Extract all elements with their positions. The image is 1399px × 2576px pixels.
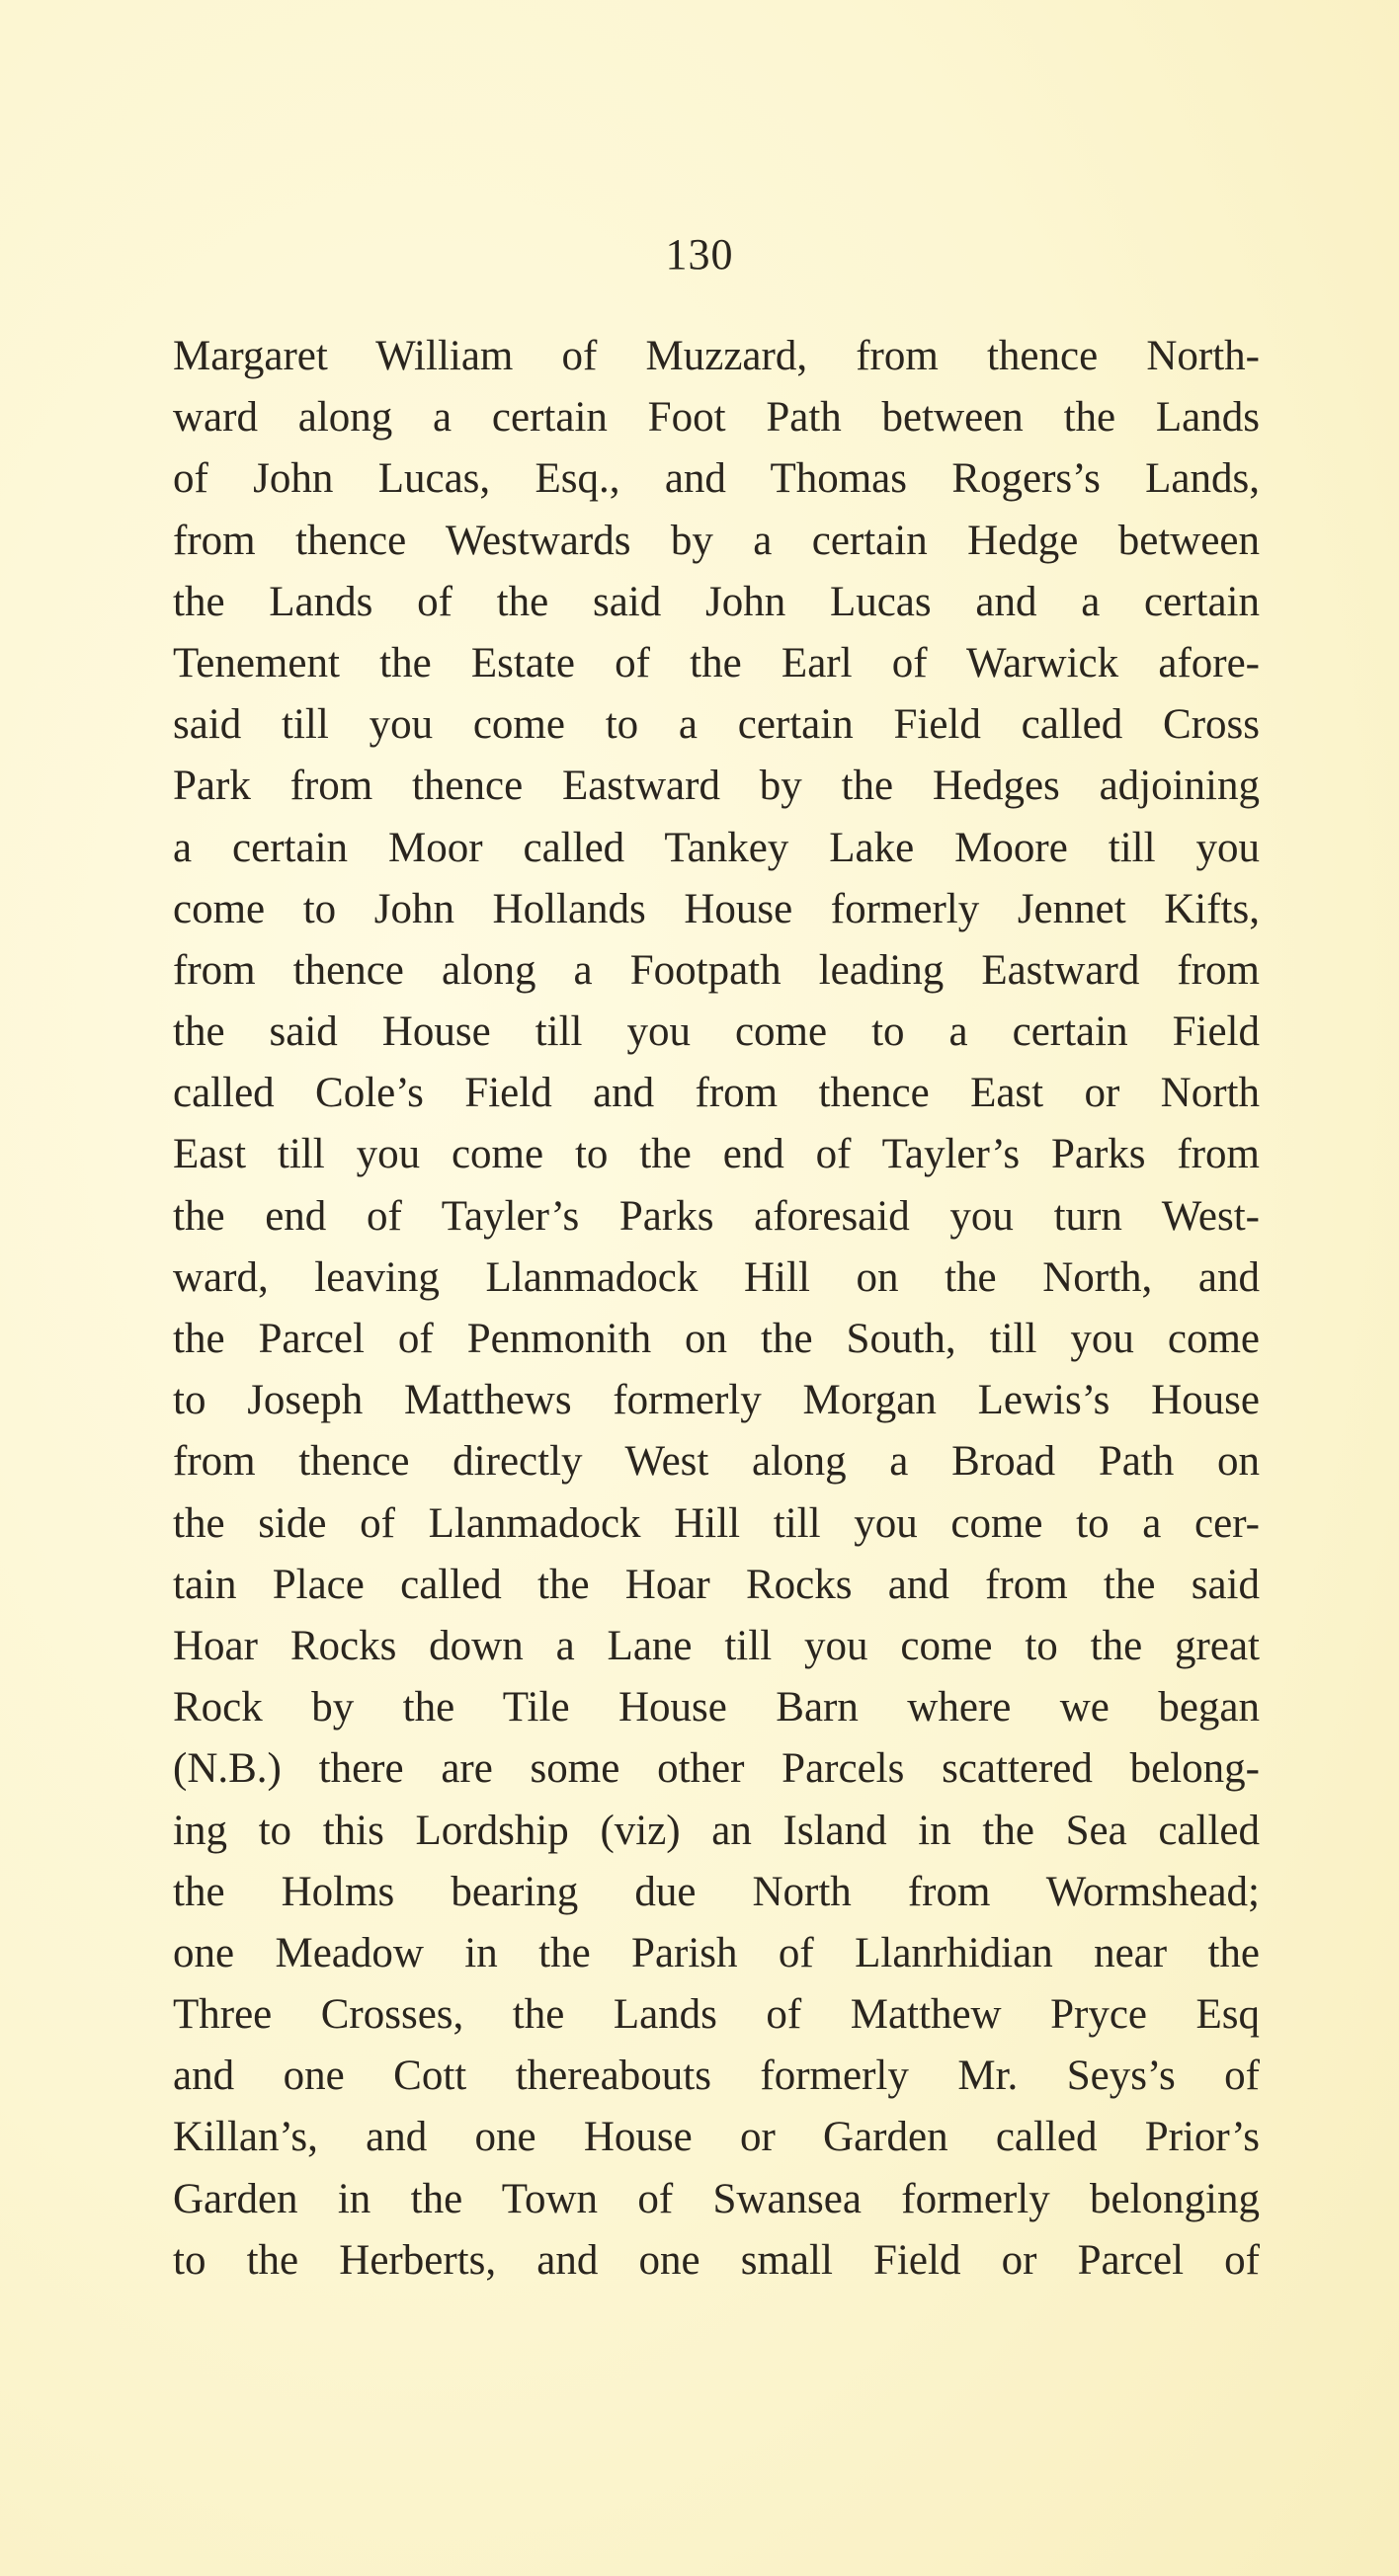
text-line: Garden in the Town of Swansea formerly belonging <box>173 2175 1260 2222</box>
text-line: Killan’s, and one House or Garden called Prior’s <box>173 2114 1260 2161</box>
text-line: ward along a certain Foot Path between the Lands <box>173 394 1260 442</box>
text-line: Tenement the Estate of the Earl of Warwick afore- <box>173 639 1260 686</box>
text-line: Rock by the Tile House Barn where we began <box>173 1684 1260 1731</box>
text-line: called Cole’s Field and from thence East or North <box>173 1070 1260 1117</box>
text-line: from thence directly West along a Broad Path on <box>173 1438 1260 1486</box>
text-line: from thence along a Footpath leading Eastward from <box>173 946 1260 994</box>
text-line: one Meadow in the Parish of Llanrhidian near the <box>173 1929 1260 1976</box>
text-line: the end of Tayler’s Parks aforesaid you turn West- <box>173 1192 1260 1240</box>
text-line: Margaret William of Muzzard, from thence North- <box>173 333 1260 379</box>
text-line: come to John Hollands House formerly Jennet Kifts, <box>173 885 1260 932</box>
text-line: Hoar Rocks down a Lane till you come to the great <box>173 1622 1260 1669</box>
text-line: to the Herberts, and one small Field or Parcel of <box>173 2236 1260 2284</box>
text-line: the Holms bearing due North from Wormshead; <box>173 1868 1260 1915</box>
text-line: ward, leaving Llanmadock Hill on the North, and <box>173 1253 1260 1301</box>
text-line: the Lands of the said John Lucas and a certain <box>173 578 1260 625</box>
page-number: 130 <box>665 230 734 279</box>
text-line: said till you come to a certain Field called Cross <box>173 701 1260 749</box>
text-line: the said House till you come to a certain Field <box>173 1008 1260 1056</box>
text-line: from thence Westwards by a certain Hedge between <box>173 517 1260 564</box>
text-line: and one Cott thereabouts formerly Mr. Seys’s of <box>173 2053 1260 2100</box>
text-line: a certain Moor called Tankey Lake Moore till you <box>173 824 1260 871</box>
text-line: to Joseph Matthews formerly Morgan Lewis’s House <box>173 1377 1260 1424</box>
text-line: Three Crosses, the Lands of Matthew Pryce Esq <box>173 1991 1260 2039</box>
text-line: (N.B.) there are some other Parcels scattered belong- <box>173 1745 1260 1793</box>
text-line: Park from thence Eastward by the Hedges adjoining <box>173 763 1260 810</box>
text-line: of John Lucas, Esq., and Thomas Rogers’s Lands, <box>173 455 1260 503</box>
text-line: East till you come to the end of Tayler’s Parks from <box>173 1131 1260 1178</box>
text-line: the Parcel of Penmonith on the South, till you come <box>173 1316 1260 1362</box>
text-line: ing to this Lordship (viz) an Island in the Sea called <box>173 1807 1260 1854</box>
body-text <box>173 326 1260 2292</box>
text-line: the side of Llanmadock Hill till you come to a cer- <box>173 1499 1260 1547</box>
text-line: tain Place called the Hoar Rocks and from the said <box>173 1561 1260 1608</box>
